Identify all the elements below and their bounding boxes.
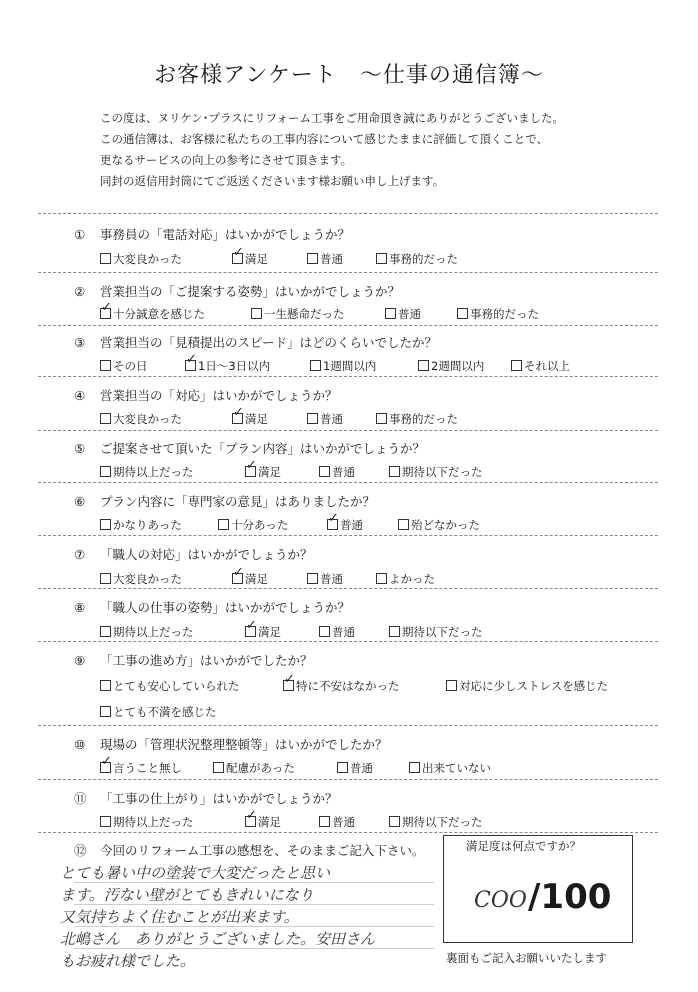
question-number: ⑦ xyxy=(74,547,86,562)
checkbox[interactable] xyxy=(100,413,111,424)
score-value: COO xyxy=(474,888,527,913)
answer-option[interactable] xyxy=(100,814,194,830)
answer-option[interactable] xyxy=(251,306,345,322)
question-number: ③ xyxy=(74,335,86,350)
option-label: 普通 xyxy=(320,572,343,586)
answer-option[interactable] xyxy=(100,306,205,322)
question-5 xyxy=(74,439,425,457)
answer-option[interactable] xyxy=(385,306,421,322)
option-label: 普通 xyxy=(340,518,363,532)
answer-option[interactable] xyxy=(100,251,182,267)
question-6 xyxy=(74,492,375,510)
question-1 xyxy=(74,225,350,243)
answer-option[interactable] xyxy=(319,464,355,480)
question-text: 「工事の進め方」はいかがでしたか？ xyxy=(100,653,313,668)
checkbox[interactable] xyxy=(100,466,111,477)
checkbox[interactable] xyxy=(319,626,330,637)
checked-checkbox[interactable] xyxy=(245,626,256,637)
question-text: 営業担当の「対応」はいかがでしょうか？ xyxy=(100,388,338,403)
checkbox[interactable] xyxy=(409,762,420,773)
checkbox[interactable] xyxy=(307,253,318,264)
checkbox[interactable] xyxy=(213,762,224,773)
answer-option[interactable] xyxy=(376,571,435,587)
checkbox[interactable] xyxy=(307,413,318,424)
answer-option[interactable] xyxy=(185,358,270,374)
question-10 xyxy=(74,735,388,753)
answer-option[interactable] xyxy=(327,517,363,533)
comment-line: もお疲れ様でした。 xyxy=(60,952,196,970)
checkbox[interactable] xyxy=(307,573,318,584)
answer-option[interactable] xyxy=(100,464,194,480)
answer-option[interactable] xyxy=(398,517,480,533)
checkbox[interactable] xyxy=(389,626,400,637)
question-12 xyxy=(74,841,424,859)
question-text: 今回のリフォーム工事の感想を、そのままご記入下さい。 xyxy=(100,843,425,858)
checkbox[interactable] xyxy=(100,360,111,371)
answer-option[interactable] xyxy=(307,251,343,267)
question-divider xyxy=(38,641,658,642)
answer-option[interactable] xyxy=(213,760,295,776)
checked-checkbox[interactable] xyxy=(100,308,111,319)
checkbox[interactable] xyxy=(310,360,321,371)
answer-option[interactable] xyxy=(418,358,484,374)
question-11 xyxy=(74,789,338,807)
score-out-of: /100 xyxy=(528,877,612,917)
answer-option[interactable] xyxy=(100,760,182,776)
option-label: 十分誠意を感じた xyxy=(113,307,205,321)
checked-checkbox[interactable] xyxy=(232,253,243,264)
option-label: とても不満を感じた xyxy=(113,705,217,719)
question-divider xyxy=(38,325,658,326)
answer-option[interactable] xyxy=(100,517,182,533)
back-note: 裏面もご記入お願いいたします xyxy=(446,951,607,965)
question-number: ⑪ xyxy=(74,791,87,806)
answer-option[interactable] xyxy=(307,571,343,587)
question-number: ⑤ xyxy=(74,441,86,456)
answer-option[interactable] xyxy=(389,464,483,480)
checkbox[interactable] xyxy=(376,573,387,584)
checkbox[interactable] xyxy=(389,816,400,827)
question-divider xyxy=(38,482,658,483)
question-divider xyxy=(38,779,658,780)
option-label: 期待以上だった xyxy=(113,815,194,829)
option-label: 普通 xyxy=(332,815,355,829)
checkbox[interactable] xyxy=(389,466,400,477)
answer-option[interactable] xyxy=(100,411,182,427)
option-label: 事務的だった xyxy=(389,252,458,266)
option-label: 1日～3日以内 xyxy=(198,359,271,373)
answer-option[interactable] xyxy=(245,814,281,830)
checkbox[interactable] xyxy=(398,519,409,530)
question-number: ⑩ xyxy=(74,737,86,752)
question-text: プラン内容に「専門家の意見」はありましたか？ xyxy=(100,494,376,509)
option-label: 満足 xyxy=(258,625,281,639)
answer-option[interactable] xyxy=(457,306,539,322)
question-4 xyxy=(74,386,338,404)
answer-option[interactable] xyxy=(376,411,458,427)
intro-line: この度は、ヌリケン･プラスにリフォーム工事をご用命頂き誠にありがとうございました。 xyxy=(100,111,565,125)
answer-option[interactable] xyxy=(511,358,570,374)
option-label: 特に不安はなかった xyxy=(296,679,400,693)
answer-option[interactable] xyxy=(232,251,268,267)
question-divider xyxy=(38,588,658,589)
survey-title: お客様アンケート ～仕事の通信簿～ xyxy=(154,63,544,88)
checkbox[interactable] xyxy=(376,413,387,424)
option-label: 満足 xyxy=(245,252,268,266)
option-label: その日 xyxy=(113,359,148,373)
question-number: ⑫ xyxy=(74,843,87,858)
question-number: ② xyxy=(74,284,86,299)
answer-option[interactable] xyxy=(307,411,343,427)
checked-checkbox[interactable] xyxy=(245,816,256,827)
checkbox[interactable] xyxy=(337,762,348,773)
answer-option[interactable] xyxy=(232,571,268,587)
question-divider xyxy=(38,832,658,833)
question-text: 営業担当の「見積提出のスピード」はどのくらいでしたか？ xyxy=(100,335,438,350)
answer-option[interactable] xyxy=(337,760,373,776)
option-label: 一生懸命だった xyxy=(264,307,345,321)
question-divider xyxy=(38,213,658,214)
answer-option[interactable] xyxy=(446,678,608,694)
option-label: 対応に少しストレスを感じた xyxy=(459,679,609,693)
checkbox[interactable] xyxy=(319,816,330,827)
checked-checkbox[interactable] xyxy=(245,466,256,477)
checkbox[interactable] xyxy=(251,308,262,319)
answer-option[interactable] xyxy=(100,678,240,694)
option-label: 2週間以内 xyxy=(431,359,485,373)
option-label: 事務的だった xyxy=(389,412,458,426)
question-3 xyxy=(74,333,437,351)
question-text: ご提案させて頂いた「プラン内容」はいかがでしょうか？ xyxy=(100,441,426,456)
option-label: 普通 xyxy=(332,465,355,479)
option-label: 期待以上だった xyxy=(113,465,194,479)
option-label: 期待以上だった xyxy=(113,625,194,639)
option-label: 満足 xyxy=(245,572,268,586)
answer-option[interactable] xyxy=(310,358,376,374)
question-2 xyxy=(74,282,400,300)
option-label: 配慮があった xyxy=(226,761,295,775)
checkbox[interactable] xyxy=(376,253,387,264)
question-text: 営業担当の「ご提案する姿勢」はいかがでしょうか？ xyxy=(100,284,401,299)
option-label: 普通 xyxy=(320,412,343,426)
option-label: 満足 xyxy=(258,465,281,479)
intro-line: この通信簿は、お客様に私たちの工事内容について感じたままに評価して頂くことで、 xyxy=(100,132,549,146)
option-label: 出来ていない xyxy=(422,761,491,775)
option-label: 言うこと無し xyxy=(113,761,182,775)
option-label: 満足 xyxy=(258,815,281,829)
checkbox[interactable] xyxy=(100,519,111,530)
checkbox[interactable] xyxy=(511,360,522,371)
checkbox[interactable] xyxy=(218,519,229,530)
option-label: 期待以下だった xyxy=(402,465,483,479)
checkbox[interactable] xyxy=(446,680,457,691)
question-number: ① xyxy=(74,227,86,242)
handwritten-comment xyxy=(60,862,450,972)
answer-option[interactable] xyxy=(389,624,483,640)
option-label: 十分あった xyxy=(231,518,289,532)
checkbox[interactable] xyxy=(100,816,111,827)
question-text: 「職人の仕事の姿勢」はいかがでしょうか？ xyxy=(100,600,351,615)
option-label: 期待以下だった xyxy=(402,625,483,639)
option-label: よかった xyxy=(389,572,435,586)
option-label: 殆どなかった xyxy=(411,518,480,532)
question-text: 現場の「管理状況整理整頓等」はいかがでしたか？ xyxy=(100,737,388,752)
checkbox[interactable] xyxy=(100,626,111,637)
question-number: ⑨ xyxy=(74,653,86,668)
checked-checkbox[interactable] xyxy=(327,519,338,530)
comment-line: 又気持ちよく住むことが出来ます。 xyxy=(60,908,299,926)
option-label: 普通 xyxy=(332,625,355,639)
answer-option[interactable] xyxy=(389,814,483,830)
checkbox[interactable] xyxy=(319,466,330,477)
answer-option[interactable] xyxy=(100,624,194,640)
checkbox[interactable] xyxy=(385,308,396,319)
checked-checkbox[interactable] xyxy=(232,413,243,424)
option-label: 期待以下だった xyxy=(402,815,483,829)
answer-option[interactable] xyxy=(409,760,491,776)
checkbox[interactable] xyxy=(100,706,111,717)
option-label: 大変良かった xyxy=(113,572,182,586)
intro-text xyxy=(100,108,564,192)
score-label: 満足度は何点ですか？ xyxy=(466,839,581,853)
answer-option[interactable] xyxy=(376,251,458,267)
answer-option[interactable] xyxy=(218,517,288,533)
question-9 xyxy=(74,651,313,669)
option-label: 大変良かった xyxy=(113,412,182,426)
question-text: 事務員の「電話対応」はいかがでしょうか？ xyxy=(100,227,351,242)
option-label: 普通 xyxy=(398,307,421,321)
option-label: とても安心していられた xyxy=(113,679,240,693)
comment-line: とても暑い中の塗装で大変だったと思い xyxy=(60,864,331,882)
comment-line: ます。汚ない壁がとてもきれいになり xyxy=(60,886,314,904)
question-divider xyxy=(38,725,658,726)
question-number: ④ xyxy=(74,388,86,403)
question-number: ⑧ xyxy=(74,600,86,615)
answer-option[interactable] xyxy=(283,678,400,694)
answer-option[interactable] xyxy=(232,411,268,427)
answer-option[interactable] xyxy=(100,571,182,587)
question-8 xyxy=(74,598,350,616)
answer-option[interactable] xyxy=(100,358,148,374)
checkbox[interactable] xyxy=(100,573,111,584)
answer-option[interactable] xyxy=(245,624,281,640)
question-divider xyxy=(38,376,658,377)
option-label: 普通 xyxy=(350,761,373,775)
option-label: 満足 xyxy=(245,412,268,426)
option-label: それ以上 xyxy=(524,359,570,373)
option-label: かなりあった xyxy=(113,518,182,532)
option-label: 普通 xyxy=(320,252,343,266)
answer-option[interactable] xyxy=(245,464,281,480)
answer-option[interactable] xyxy=(100,704,217,720)
question-text: 「工事の仕上がり」はいかがでしょうか？ xyxy=(100,791,338,806)
question-7 xyxy=(74,545,313,563)
answer-option[interactable] xyxy=(319,624,355,640)
question-number: ⑥ xyxy=(74,494,86,509)
checked-checkbox[interactable] xyxy=(100,762,111,773)
checkbox[interactable] xyxy=(100,253,111,264)
question-divider xyxy=(38,535,658,536)
checkbox[interactable] xyxy=(457,308,468,319)
checked-checkbox[interactable] xyxy=(185,360,196,371)
intro-line: 同封の返信用封筒にてご返送くださいます様お願い申し上げます。 xyxy=(100,174,445,188)
checkbox[interactable] xyxy=(418,360,429,371)
option-label: 1週間以内 xyxy=(323,359,377,373)
checked-checkbox[interactable] xyxy=(232,573,243,584)
option-label: 事務的だった xyxy=(470,307,539,321)
comment-line: 北嶋さん ありがとうございました。安田さん xyxy=(60,930,376,948)
answer-option[interactable] xyxy=(319,814,355,830)
question-divider xyxy=(38,430,658,431)
option-label: 大変良かった xyxy=(113,252,182,266)
question-text: 「職人の対応」はいかがでしょうか？ xyxy=(100,547,313,562)
intro-line: 更なるサービスの向上の参考にさせて頂きます。 xyxy=(100,153,353,167)
question-divider xyxy=(38,272,658,273)
checkbox[interactable] xyxy=(100,680,111,691)
checked-checkbox[interactable] xyxy=(283,680,294,691)
